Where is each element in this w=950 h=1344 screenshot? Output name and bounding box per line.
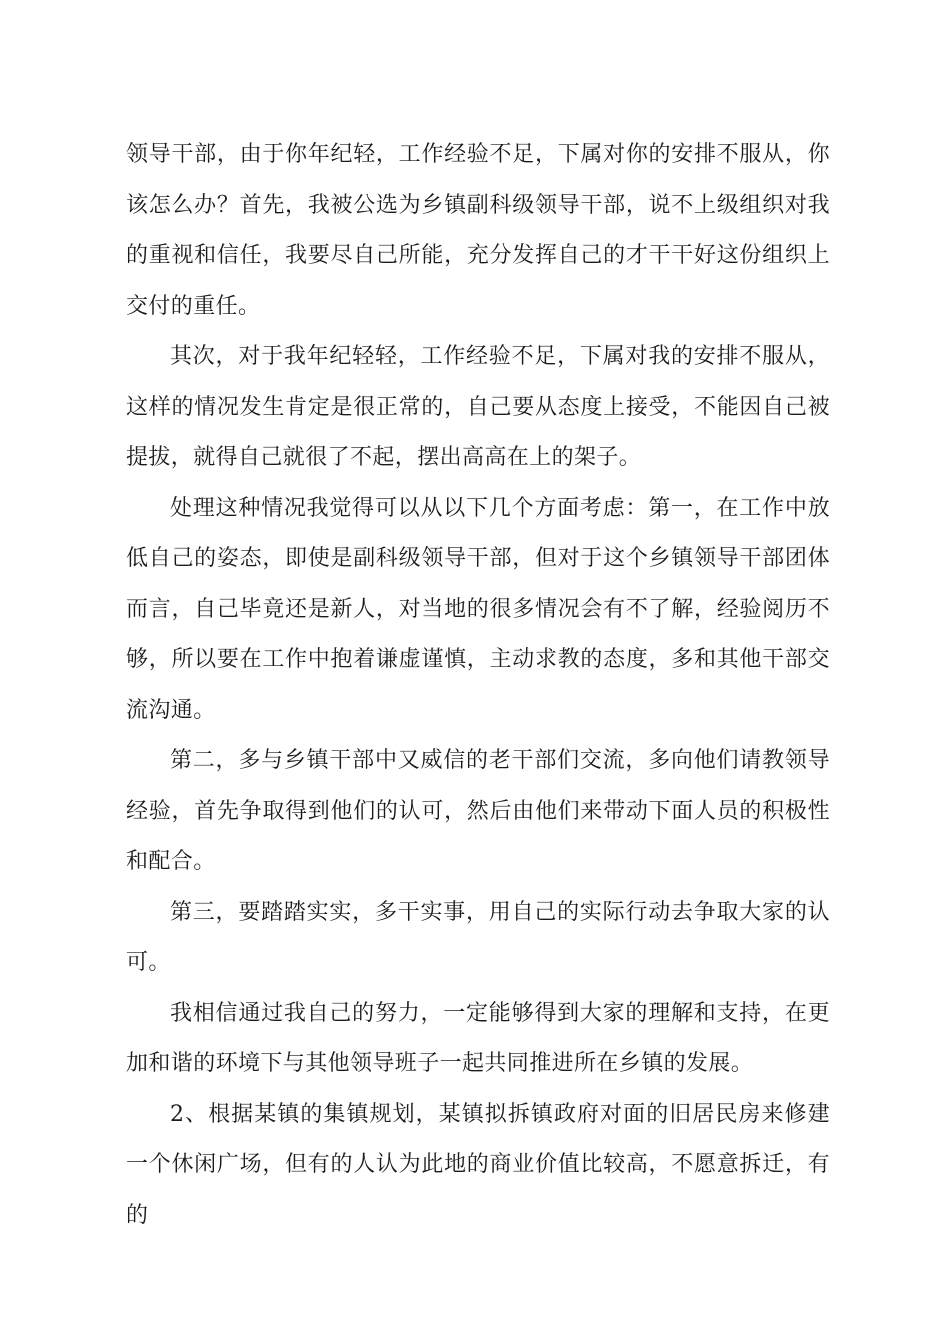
paragraph-2: 其次，对于我年纪轻轻，工作经验不足，下属对我的安排不服从，这样的情况发生肯定是很正常的，自己要从态度上接受，不能因自己被提拔，就得自己就很了不起，摆出高高在上的架子。 bbox=[126, 344, 830, 470]
paragraph-4: 第二，多与乡镇干部中又威信的老干部们交流，多向他们请教领导经验，首先争取得到他们的认可，然后由他们来带动下面人员的积极性和配合。 bbox=[126, 748, 830, 874]
paragraph-1: 领导干部，由于你年纪轻，工作经验不足，下属对你的安排不服从，你该怎么办？首先，我被公选为乡镇副科级领导干部，说不上级组织对我的重视和信任，我要尽自己所能，充分发挥自己的才干干好这份组织上交付的重任。 bbox=[126, 142, 830, 319]
document-body bbox=[126, 130, 830, 1241]
paragraph-7: 2、根据某镇的集镇规划，某镇拟拆镇政府对面的旧居民房来修建一个休闲广场，但有的人认为此地的商业价值比较高，不愿意拆迁，有的 bbox=[126, 1101, 830, 1228]
paragraph-6: 我相信通过我自己的努力，一定能够得到大家的理解和支持，在更加和谐的环境下与其他领导班子一起共同推进所在乡镇的发展。 bbox=[126, 1000, 830, 1076]
paragraph-3: 处理这种情况我觉得可以从以下几个方面考虑：第一，在工作中放低自己的姿态，即使是副科级领导干部，但对于这个乡镇领导干部团体而言，自己毕竟还是新人，对当地的很多情况会有不了解，经验阅历不够，所以要在工作中抱着谦虚谨慎，主动求教的态度，多和其他干部交流沟通。 bbox=[126, 495, 830, 723]
paragraph-5: 第三，要踏踏实实，多干实事，用自己的实际行动去争取大家的认可。 bbox=[126, 899, 830, 975]
